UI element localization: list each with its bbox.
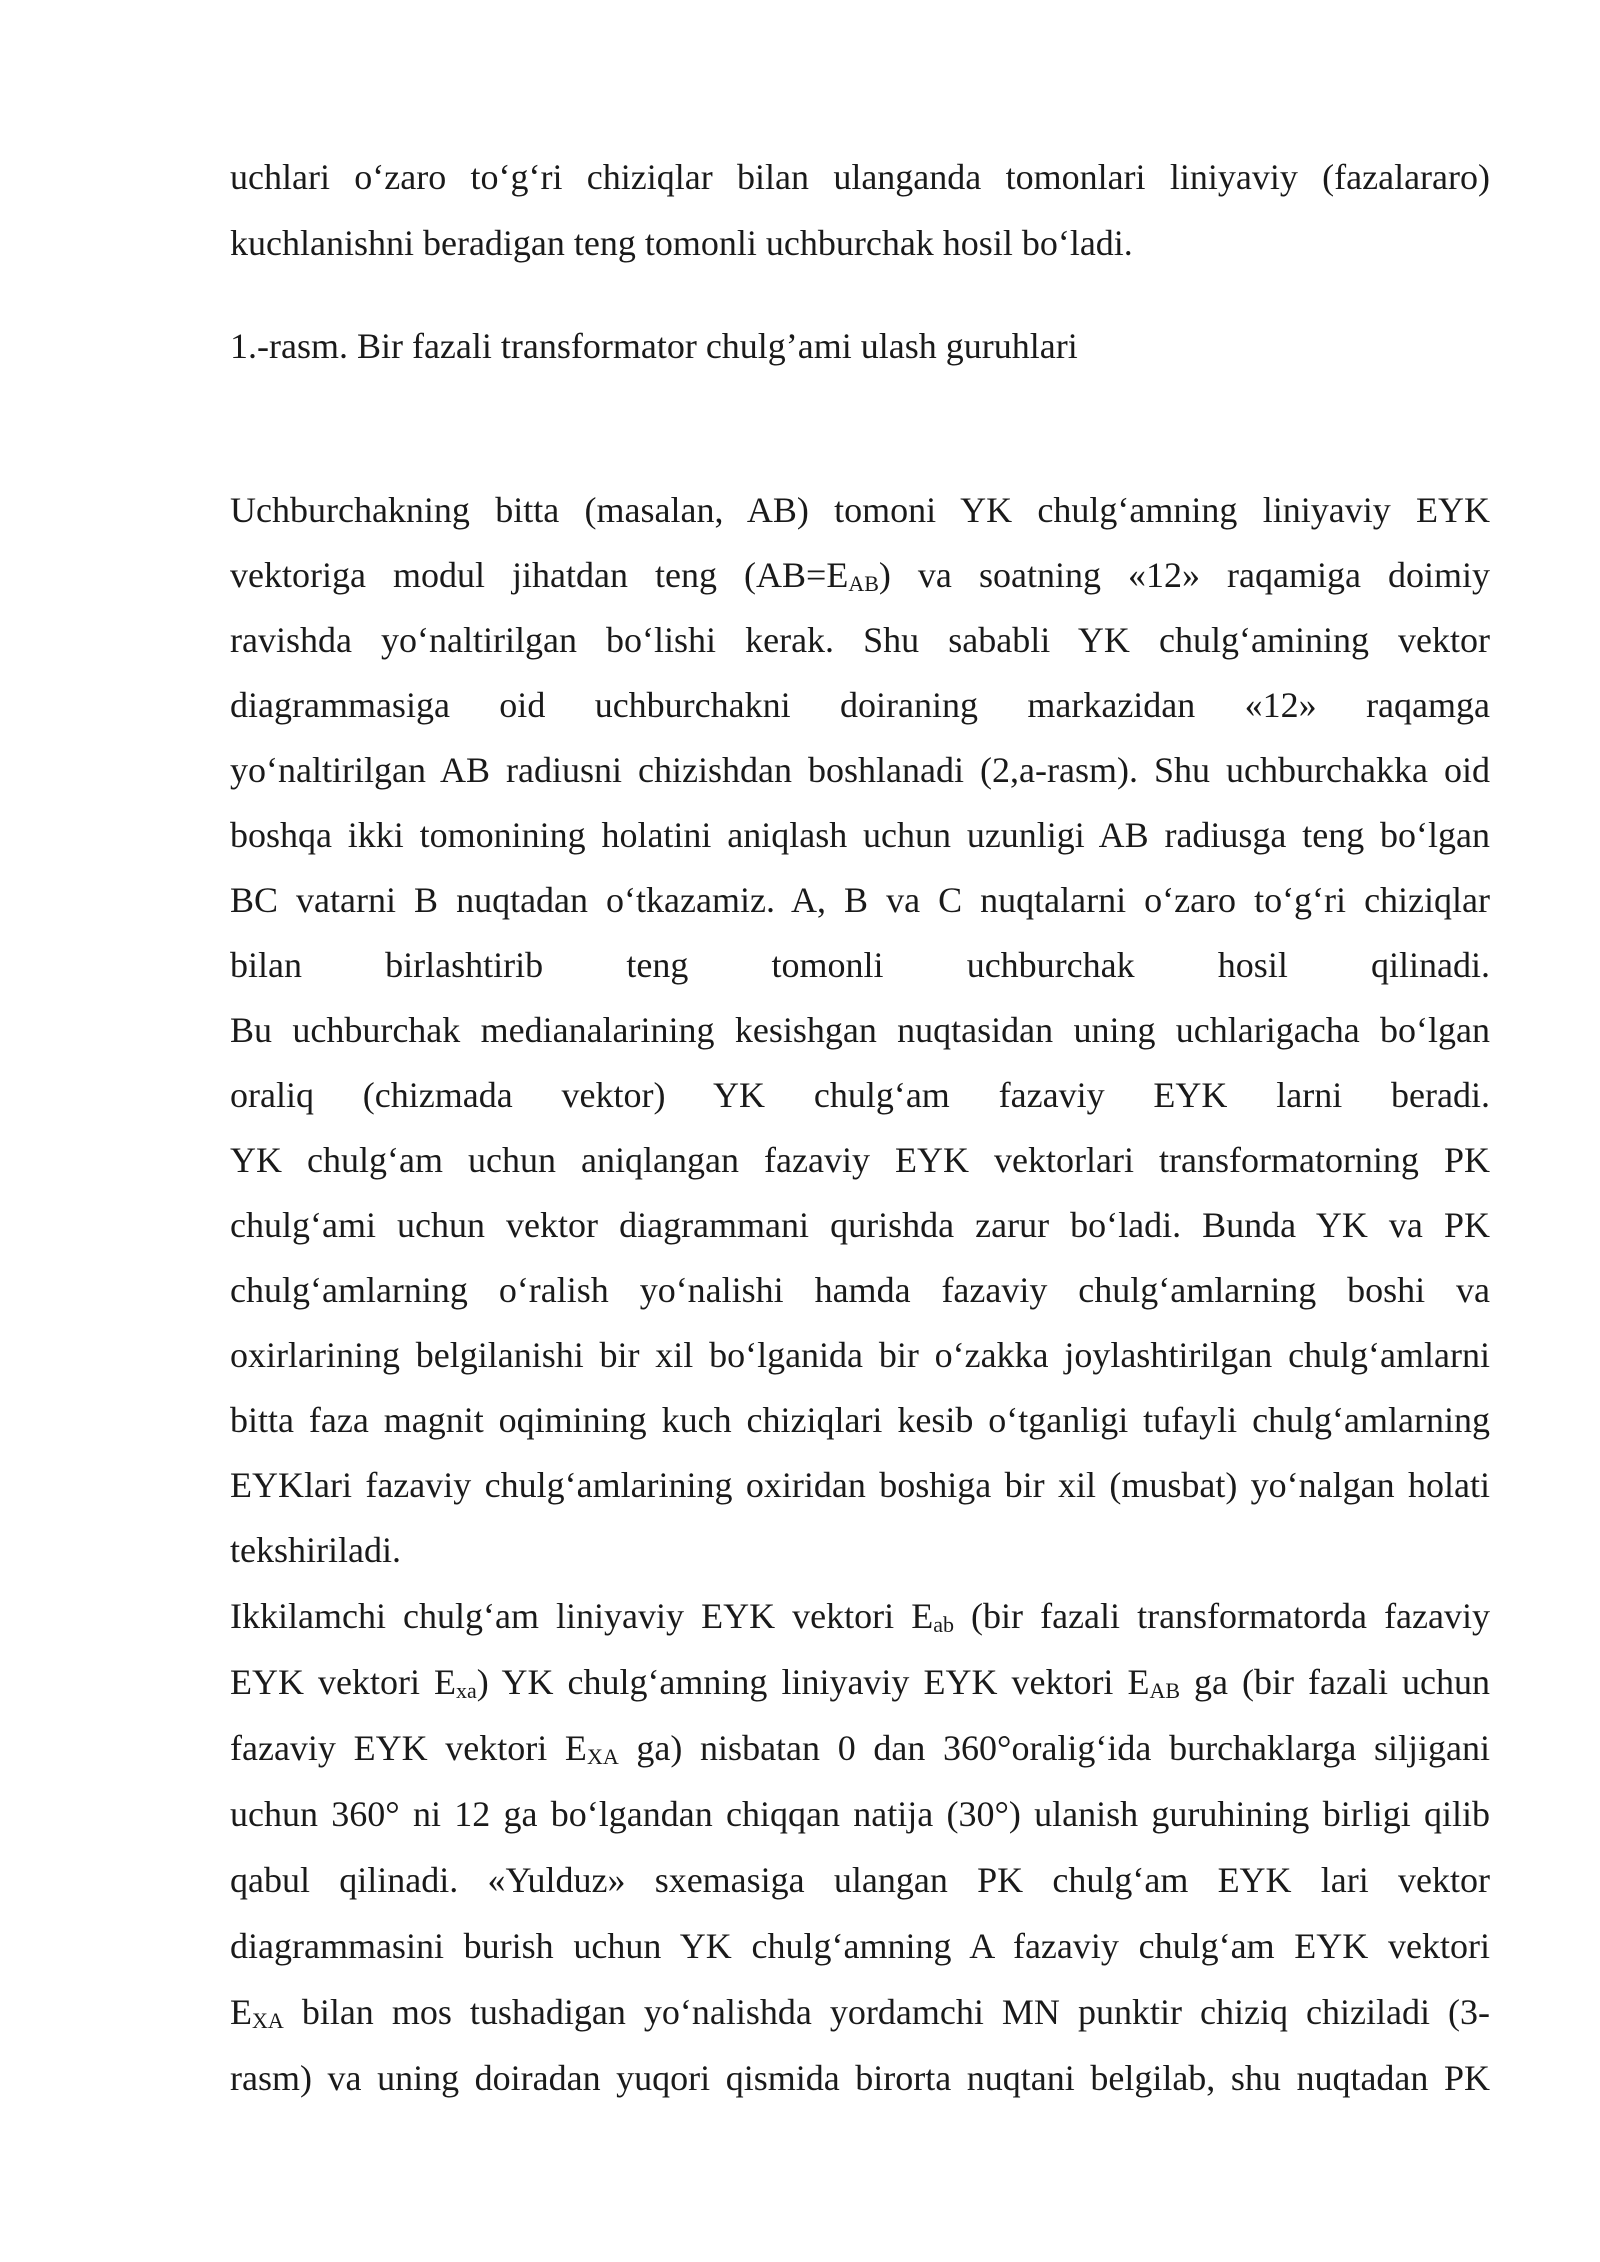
text-line: oraliq (chizmada vektor) YK chulg‘am fazaviy EYK larni beradi. bbox=[230, 1075, 1490, 1115]
text-line: qabul qilinadi. «Yulduz» sxemasiga ulangan PK chulg‘am EYK lari vektor bbox=[230, 1860, 1490, 1900]
text-line: boshqa ikki tomonining holatini aniqlash uchun uzunligi AB radiusga teng bo‘lgan bbox=[230, 815, 1490, 855]
text-line: uchun 360° ni 12 ga bo‘lgandan chiqqan natija (30°) ulanish guruhining birligi qilib bbox=[230, 1794, 1490, 1834]
text-line: Uchburchakning bitta (masalan, AB) tomoni YK chulg‘amning liniyaviy EYK bbox=[230, 490, 1490, 530]
text-line: YK chulg‘am uchun aniqlangan fazaviy EYK vektorlari transformatorning PK bbox=[230, 1140, 1490, 1180]
text-line: fazaviy EYK vektori $E_{XA}$ ga) nisbatan 0 dan 360°oralig‘ida burchaklarga siljigani bbox=[230, 1728, 1490, 1769]
text-line: tekshiriladi. bbox=[230, 1530, 401, 1570]
document-page bbox=[230, 0, 1490, 2262]
text-line: uchlari o‘zaro to‘g‘ri chiziqlar bilan ulanganda tomonlari liniyaviy (fazalararo) bbox=[230, 157, 1490, 197]
paragraph-main bbox=[230, 478, 1490, 1583]
text-line: kuchlanishni beradigan teng tomonli uchburchak hosil bo‘ladi. bbox=[230, 223, 1133, 263]
text-line: bilan birlashtirib teng tomonli uchburchak hosil qilinadi. bbox=[230, 945, 1490, 985]
text-line: rasm) va uning doiradan yuqori qismida birorta nuqtani belgilab, shu nuqtadan PK bbox=[230, 2058, 1490, 2098]
text-line: chulg‘ami uchun vektor diagrammani qurishda zarur bo‘ladi. Bunda YK va PK bbox=[230, 1205, 1490, 1245]
text-line: EYKlari fazaviy chulg‘amlarining oxiridan boshiga bir xil (musbat) yo‘nalgan holati bbox=[230, 1465, 1490, 1505]
text-line: $E_{XA}$ bilan mos tushadigan yo‘nalishda yordamchi MN punktir chiziq chiziladi (3- bbox=[230, 1992, 1490, 2033]
text-line: bitta faza magnit oqimining kuch chiziqlari kesib o‘tganligi tufayli chulg‘amlarning bbox=[230, 1400, 1490, 1440]
text-line: yo‘naltirilgan AB radiusni chizishdan boshlanadi (2,a-rasm). Shu uchburchakka oid bbox=[230, 750, 1490, 790]
text-line: Bu uchburchak medianalarining kesishgan nuqtasidan uning uchlarigacha bo‘lgan bbox=[230, 1010, 1490, 1050]
text-line: EYK vektori $E_{xa}$) YK chulg‘amning liniyaviy EYK vektori $E_{AB}$ ga (bir fazali uchun bbox=[230, 1662, 1490, 1703]
paragraph-last bbox=[230, 1583, 1490, 2111]
text-line: oxirlarining belgilanishi bir xil bo‘lganida bir o‘zakka joylashtirilgan chulg‘amlarni bbox=[230, 1335, 1490, 1375]
text-line: chulg‘amlarning o‘ralish yo‘nalishi hamda fazaviy chulg‘amlarning boshi va bbox=[230, 1270, 1490, 1310]
text-line: BC vatarni B nuqtadan o‘tkazamiz. A, B va C nuqtalarni o‘zaro to‘g‘ri chiziqlar bbox=[230, 880, 1490, 920]
text-line: ravishda yo‘naltirilgan bo‘lishi kerak. Shu sababli YK chulg‘amining vektor bbox=[230, 620, 1490, 660]
text-line: vektoriga modul jihatdan teng $(AB=E_{AB})$ va soatning «12» raqamiga doimiy bbox=[230, 555, 1490, 596]
text-line: diagrammasini burish uchun YK chulg‘amning A fazaviy chulg‘am EYK vektori bbox=[230, 1926, 1490, 1966]
text-line: diagrammasiga oid uchburchakni doiraning markazidan «12» raqamga bbox=[230, 685, 1490, 725]
paragraph-top bbox=[230, 144, 1490, 276]
caption-text: 1.-rasm. Bir fazali transformator chulg’ami ulash guruhlari bbox=[230, 326, 1078, 366]
figure-caption bbox=[230, 313, 1490, 379]
text-line: Ikkilamchi chulg‘am liniyaviy EYK vektori $E_{ab}$ (bir fazali transformatorda fazaviy bbox=[230, 1596, 1490, 1637]
